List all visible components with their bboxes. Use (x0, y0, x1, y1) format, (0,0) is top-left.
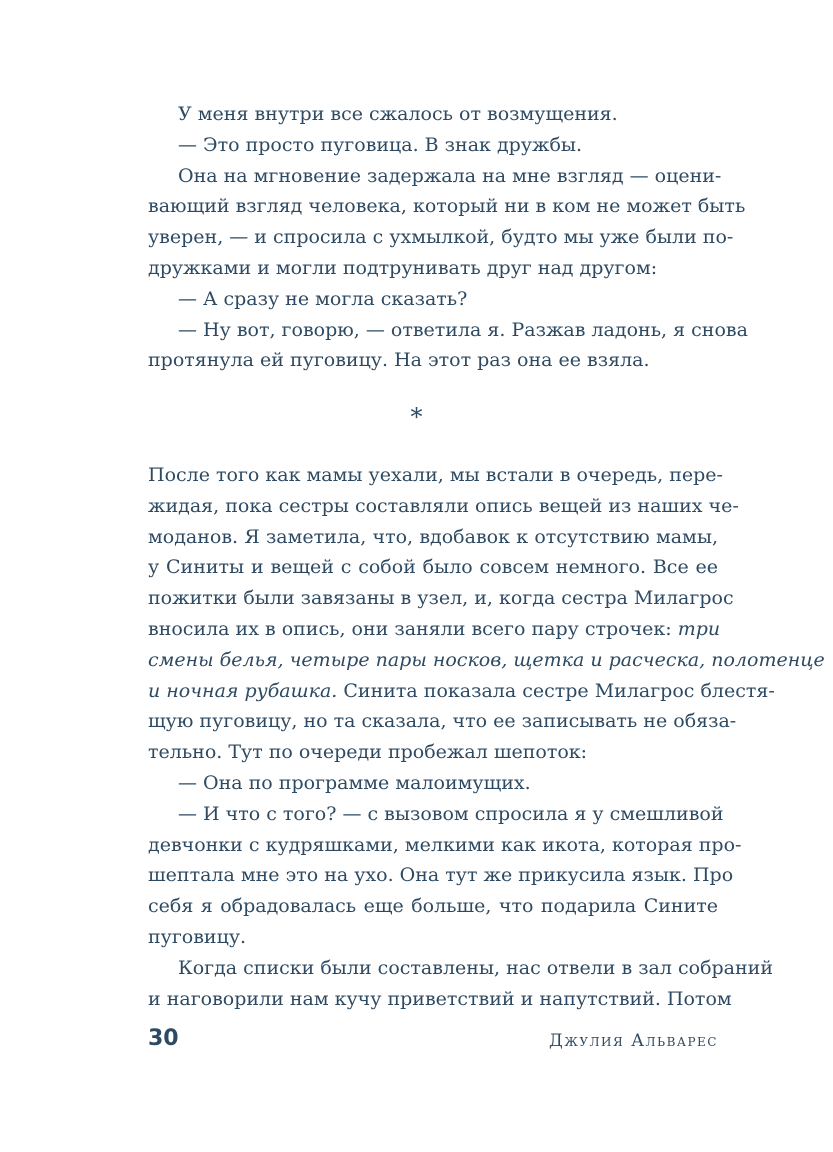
text-line (148, 953, 773, 984)
text-block-top (148, 99, 748, 376)
line-text: Когда списки были составлены, нас отвели в зал собраний (178, 956, 773, 979)
text-line (148, 645, 825, 676)
line-text: протянула ей пуговицу. На этот раз она ее взяла. (148, 349, 650, 372)
line-text: пуговицу. (148, 925, 247, 948)
text-line (148, 315, 748, 346)
text-line (148, 491, 739, 522)
text-line (148, 891, 718, 922)
text-block-bottom (148, 460, 825, 1014)
text-line (148, 799, 724, 830)
section-separator: * (410, 403, 423, 431)
line-italic-text: и ночная рубашка. (148, 679, 338, 702)
text-line (148, 614, 721, 645)
line-text: — Это просто пуговица. В знак дружбы. (178, 133, 583, 156)
text-line (148, 984, 732, 1015)
line-italic-text: три (677, 617, 721, 640)
line-text: пожитки были завязаны в узел, и, когда сестра Милагрос (148, 587, 734, 610)
text-line (148, 676, 775, 707)
line-text: щую пуговицу, но та сказала, что ее записывать не обяза- (148, 710, 737, 733)
text-line (148, 253, 718, 284)
line-text: вающий взгляд человека, который ни в ком не может быть (148, 195, 746, 218)
text-line (148, 737, 718, 768)
text-line (148, 522, 718, 553)
line-text: — Ну вот, говорю, — ответила я. Разжав ладонь, я снова (178, 318, 748, 341)
line-text: — А сразу не могла сказать? (178, 287, 468, 310)
text-line (148, 222, 734, 253)
line-text: Она на мгновение задержала на мне взгляд — оцени- (178, 164, 722, 187)
line-text: У меня внутри все сжалось от возмущения. (178, 103, 618, 125)
line-text: вносила их в опись, они заняли всего пару строчек: (148, 617, 678, 640)
text-line (148, 460, 723, 491)
text-line (148, 922, 718, 953)
text-line (148, 583, 734, 614)
text-line (148, 768, 718, 799)
text-line (148, 99, 718, 130)
line-text: тельно. Тут по очереди пробежал шепоток: (148, 741, 588, 764)
text-line (148, 706, 737, 737)
text-line (148, 860, 734, 891)
line-text: жидая, пока сестры составляли опись вещей из наших че- (148, 494, 739, 517)
line-text: — И что с того? — с вызовом спросила я у смешливой (178, 802, 724, 825)
line-text: После того как мамы уехали, мы встали в очередь, пере- (148, 464, 723, 486)
text-line (148, 161, 722, 192)
line-text: — Она по программе малоимущих. (178, 771, 531, 794)
text-line (148, 284, 718, 315)
line-text: шептала мне это на ухо. Она тут же прикусила язык. Про (148, 864, 734, 887)
line-italic-text: смены белья, четыре пары носков, щетка и расческа, полотенце (148, 648, 825, 671)
text-line (148, 345, 718, 376)
line-text: дружками и могли подтрунивать друг над другом: (148, 256, 658, 279)
running-footer-author: Джулия Альварес (549, 1031, 718, 1051)
line-text-after: Синита показала сестре Милагрос блестя- (337, 679, 775, 702)
line-text: у Синиты и вещей с собой было совсем немного. Все ее (148, 556, 718, 579)
text-line (148, 830, 742, 861)
text-line (148, 130, 718, 161)
line-text: и наговорили нам кучу приветствий и напутствий. Потом (148, 987, 732, 1010)
line-text: девчонки с кудряшками, мелкими как икота, которая про- (148, 833, 742, 856)
line-text: моданов. Я заметила, что, вдобавок к отсутствию мамы, (148, 525, 718, 548)
line-text: себя я обрадовалась еще больше, что подарила Сините (148, 895, 718, 918)
text-line (148, 552, 718, 583)
text-line (148, 191, 746, 222)
line-text: уверен, — и спросила с ухмылкой, будто мы уже были по- (148, 226, 734, 249)
page-number: 30 (148, 1026, 179, 1051)
